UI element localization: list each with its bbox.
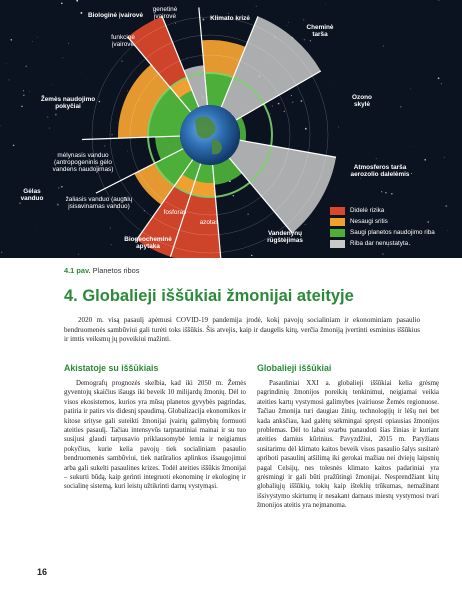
star [284, 111, 285, 112]
caption-text: Planetos ribos [92, 266, 140, 275]
star [411, 173, 412, 174]
right-body: Pasauliniai XXI a. globalieji iššūkiai kelia grėsmę pagrindinių žmonijos poreikių tenkinimui, neigiamai veikia ateities kartų vystymosi galimybes įvairiuose Žemės regionuose. Tačiau žmonija turi daugiau žinių, technologijų ir lėšų nei bet kada anksčiau, kad galėtų sėkmingai spręsti opiausias žmonijos problemas. Dėl to labai svarbu panaudoti šias žinias ir kuriant ateities darnius kūrinius. Pavyzdžiui, 2015 m. Paryžiaus susitarimu dėl klimato kaitos beveik visos pasaulio šalys susitarė apriboti pasaulinį atšilimą iki gerokai mažiau nei dviejų laipsnių pagal Celsijų, nes tolesnės klimato kaitos padariniai yra grėsmingi ir gali būti pražūtingi žmonijai. Nesprendžiant kitų globaliųjų iššūkių, tokių kaip išteklių trūkumas, nemažinant išsivystymo skirtumų ir nesakant darnaus miestų vystymosi tvari žmonijos ateitis yra nejmanoma. [257, 380, 439, 510]
star [382, 253, 384, 255]
star [35, 227, 36, 228]
star [55, 114, 57, 116]
star [233, 195, 234, 196]
label-acidification: Vandenynų rūgštėjimas [267, 230, 303, 244]
label-fresh-water: Gėlas vanduo [20, 188, 44, 202]
star [99, 101, 101, 103]
star [278, 103, 280, 105]
star [305, 224, 306, 225]
star [438, 77, 440, 79]
star [37, 37, 38, 38]
star [376, 158, 377, 159]
star [400, 106, 401, 107]
label-biodiversity: Biologinė įvairovė [88, 12, 144, 19]
label-biogeochemical: Biogeocheminė apytaka [124, 236, 172, 250]
star [127, 91, 128, 92]
star [444, 157, 445, 158]
star [303, 19, 304, 20]
star [447, 230, 448, 231]
star [58, 187, 60, 189]
chapter-title: 4. Globalieji iššūkiai žmonijai ateityje [64, 287, 354, 305]
star [228, 13, 229, 14]
figure-caption [64, 266, 139, 275]
star [301, 100, 303, 102]
star [445, 205, 447, 207]
star [23, 95, 24, 96]
legend-safe: Saugi planetos naudojimo riba [330, 227, 435, 238]
star [19, 202, 21, 204]
label-chemical: Cheminė tarša [306, 24, 334, 38]
star [365, 35, 366, 36]
label-land-use: Žemės naudojimo pokyčiai [40, 96, 96, 110]
star [121, 60, 123, 62]
star [111, 134, 112, 135]
caption-number: 4.1 pav. [64, 266, 91, 275]
star [1, 252, 2, 253]
star [61, 3, 63, 5]
label-green-water: žaliasis vanduo (augalų įsisavinamas vanduo) [65, 196, 133, 210]
star [381, 191, 382, 192]
planetary-boundaries-figure [0, 0, 462, 258]
star [383, 46, 384, 47]
star [57, 204, 59, 206]
star [111, 244, 112, 245]
star [424, 159, 426, 161]
star [304, 39, 305, 40]
star [286, 25, 287, 26]
legend-undetermined: Riba dar nenustatyta [330, 238, 435, 249]
star [21, 106, 22, 107]
star [8, 79, 9, 80]
legend-swatch [330, 218, 345, 226]
star [256, 6, 257, 7]
star [29, 91, 30, 92]
star [251, 255, 252, 256]
label-aerosols: Atmosferos tarša aerozolio dalelėmis [350, 164, 410, 178]
label-phosphorus: fosforas [163, 209, 187, 216]
star [80, 12, 82, 14]
star [0, 125, 1, 126]
star [391, 193, 392, 194]
star [68, 43, 69, 44]
star [78, 9, 79, 10]
star [288, 22, 289, 23]
intro-paragraph: 2020 m. visą pasaulį apėmusi COVID-19 pandemija įrodė, kokį pavojų socialiniam ir ekonominiam pasaulio bendruomenės sambūviui gali turėti toks iššūkis. Šis atvejis, kaip ir daugelis kitų, verčia žmoniją įvertinti esminius iššūkius ir imtis veiksmų jų poveikiui mažinti. [64, 316, 420, 344]
star [413, 146, 414, 147]
left-body: Demografų prognozės skelbia, kad iki 2050 m. Žemės gyventojų skaičius išaugs iki beveik 10 milijardų žmonių. Dėl to visos ekosistemos, kurios yra mūsų planetos gyvybės pagrindas, patiria ir patirs vis didesnį spaudimą. Globalizacija ekonomikos ir kitose srityse gali suteikti žmonijai įvairių galimybių formuoti ateities pasaulį. Tačiau intensyvūs tarptautiniai mainai ir su tuo susijusi glaudi tarpusavio priklausomybė lemia ir neigiamus pokyčius, kurie kelia pavojų tiek socialiniam pasaulio bendruomenės sambūviui, tiek natūralios aplinkos išsaugojimui arba gali sukelti pasaulines krizes. Todėl ateities iššūkis žmonijai – sukurti būdą, kaip gerinti integruoti ekonominę ir ekologinę ir socialinę sistemą, kuri leistų užtikrinti darnų vystymąsi. [64, 380, 246, 491]
star [26, 66, 27, 67]
legend-high-risk: Didelė rizika [330, 205, 435, 216]
star [338, 127, 339, 128]
label-functional: funkcinė įvairovė [111, 34, 135, 48]
star [360, 178, 361, 179]
legend-unsafe: Nesaugi sritis [330, 216, 435, 227]
star [187, 57, 188, 58]
star [23, 90, 24, 91]
star [325, 4, 326, 5]
star [410, 89, 411, 90]
star [13, 145, 15, 147]
star [62, 57, 63, 58]
star [291, 95, 292, 96]
star [247, 213, 249, 215]
star [32, 41, 33, 42]
star [104, 145, 105, 146]
star [6, 63, 7, 64]
right-column [257, 363, 439, 511]
legend-swatch [330, 240, 345, 248]
label-blue-water: mėlynasis vanduo (antropogeninis gėlo vandens naudojimas) [52, 152, 114, 173]
star [270, 114, 271, 115]
left-column [64, 363, 246, 492]
star [110, 228, 111, 229]
star [52, 84, 53, 85]
star [310, 40, 311, 41]
star [441, 83, 442, 84]
label-nitrogen: azotas [199, 219, 219, 226]
legend-swatch [330, 229, 345, 237]
label-climate: Klimato krizė [210, 15, 250, 22]
legend-swatch [330, 207, 345, 215]
star [49, 128, 50, 129]
star [175, 23, 176, 24]
right-heading: Globalieji iššūkiai [257, 363, 332, 373]
star [244, 243, 245, 244]
star [272, 106, 273, 107]
star [438, 0, 439, 1]
label-genetic: genetinė įvairovė [152, 6, 178, 20]
star [76, 0, 78, 2]
star [385, 192, 387, 194]
label-ozone: Ozono skylė [352, 94, 372, 108]
star [305, 128, 307, 130]
star [127, 151, 128, 152]
star [11, 39, 13, 41]
page-number: 16 [37, 567, 48, 577]
star [117, 122, 118, 123]
figure-legend [330, 205, 435, 249]
star [78, 254, 79, 255]
star [47, 116, 49, 118]
star [292, 101, 294, 103]
star [61, 186, 62, 187]
left-heading: Akistatoje su iššūkiais [64, 363, 159, 373]
